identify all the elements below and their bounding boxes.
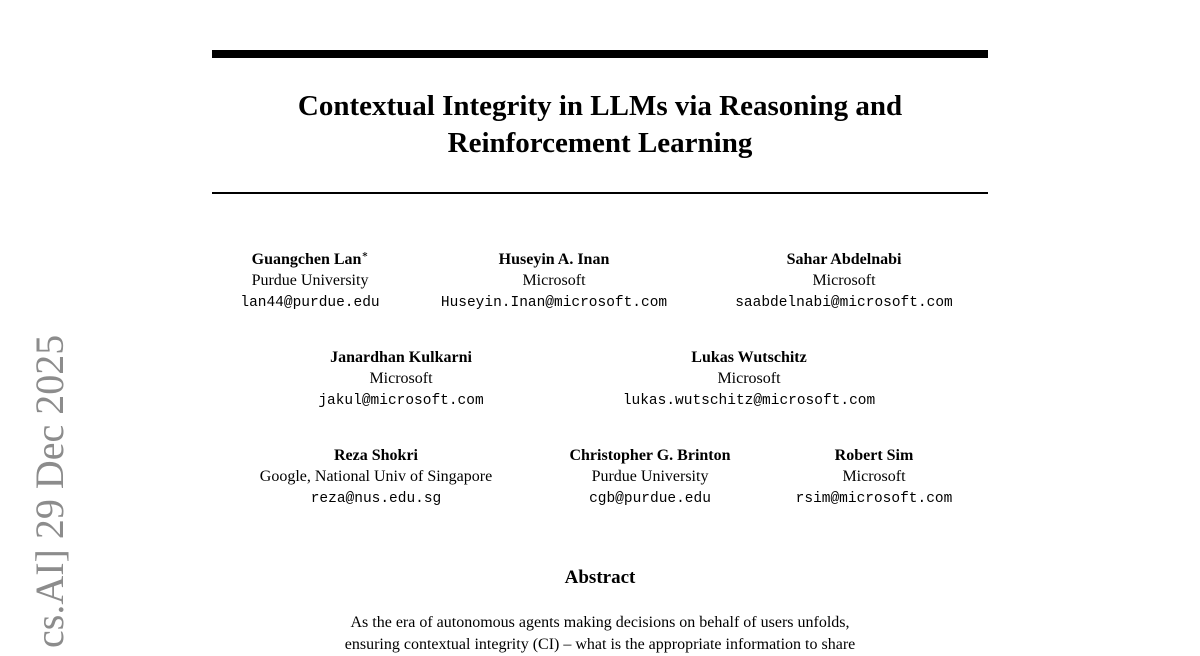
title-line-1: Contextual Integrity in LLMs via Reasoning and <box>297 90 903 122</box>
author-affiliation: Microsoft <box>522 272 586 289</box>
author-block <box>548 445 752 511</box>
author-name: Lukas Wutschitz <box>691 349 807 366</box>
author-block <box>302 347 500 413</box>
author-name: Guangchen Lan∗ <box>251 249 369 268</box>
author-name: Janardhan Kulkarni <box>330 349 472 366</box>
author-email[interactable]: lan44@purdue.edu <box>240 295 380 311</box>
author-email[interactable]: cgb@purdue.edu <box>589 491 711 507</box>
top-rule <box>212 50 988 58</box>
author-email[interactable]: rsim@microsoft.com <box>795 491 953 507</box>
arxiv-side-stamp: cs.AI] 29 Dec 2025 <box>27 334 72 648</box>
author-block <box>778 445 970 511</box>
author-block <box>714 249 974 315</box>
author-affiliation: Microsoft <box>369 370 433 387</box>
footnote-mark: ∗ <box>361 249 369 261</box>
author-affiliation: Microsoft <box>842 468 906 485</box>
author-block <box>228 249 392 315</box>
author-affiliation: Purdue University <box>251 272 369 289</box>
author-name: Christopher G. Brinton <box>569 447 731 464</box>
title-line-2: Reinforcement Learning <box>447 127 753 159</box>
abstract-line-2: ensuring contextual integrity (CI) – what is the appropriate information to share <box>344 636 856 653</box>
author-name: Reza Shokri <box>334 447 418 464</box>
author-block <box>418 249 690 315</box>
title-bottom-rule <box>212 192 988 194</box>
author-affiliation: Microsoft <box>717 370 781 387</box>
abstract-heading: Abstract <box>564 567 636 588</box>
abstract-line-1: As the era of autonomous agents making decisions on behalf of users unfolds, <box>350 614 850 631</box>
author-email[interactable]: saabdelnabi@microsoft.com <box>735 295 953 311</box>
author-email[interactable]: reza@nus.edu.sg <box>310 491 442 507</box>
author-name: Huseyin A. Inan <box>498 251 610 268</box>
author-affiliation: Google, National Univ of Singapore <box>259 468 493 485</box>
author-name: Sahar Abdelnabi <box>786 251 902 268</box>
author-affiliation: Purdue University <box>591 468 709 485</box>
paper-title <box>212 88 988 162</box>
author-email[interactable]: lukas.wutschitz@microsoft.com <box>622 393 876 409</box>
author-email[interactable]: jakul@microsoft.com <box>318 393 484 409</box>
author-block <box>596 347 902 413</box>
abstract-text <box>272 612 928 656</box>
author-name: Robert Sim <box>834 447 914 464</box>
author-block <box>232 445 520 511</box>
author-email[interactable]: Huseyin.Inan@microsoft.com <box>440 295 668 311</box>
author-affiliation: Microsoft <box>812 272 876 289</box>
